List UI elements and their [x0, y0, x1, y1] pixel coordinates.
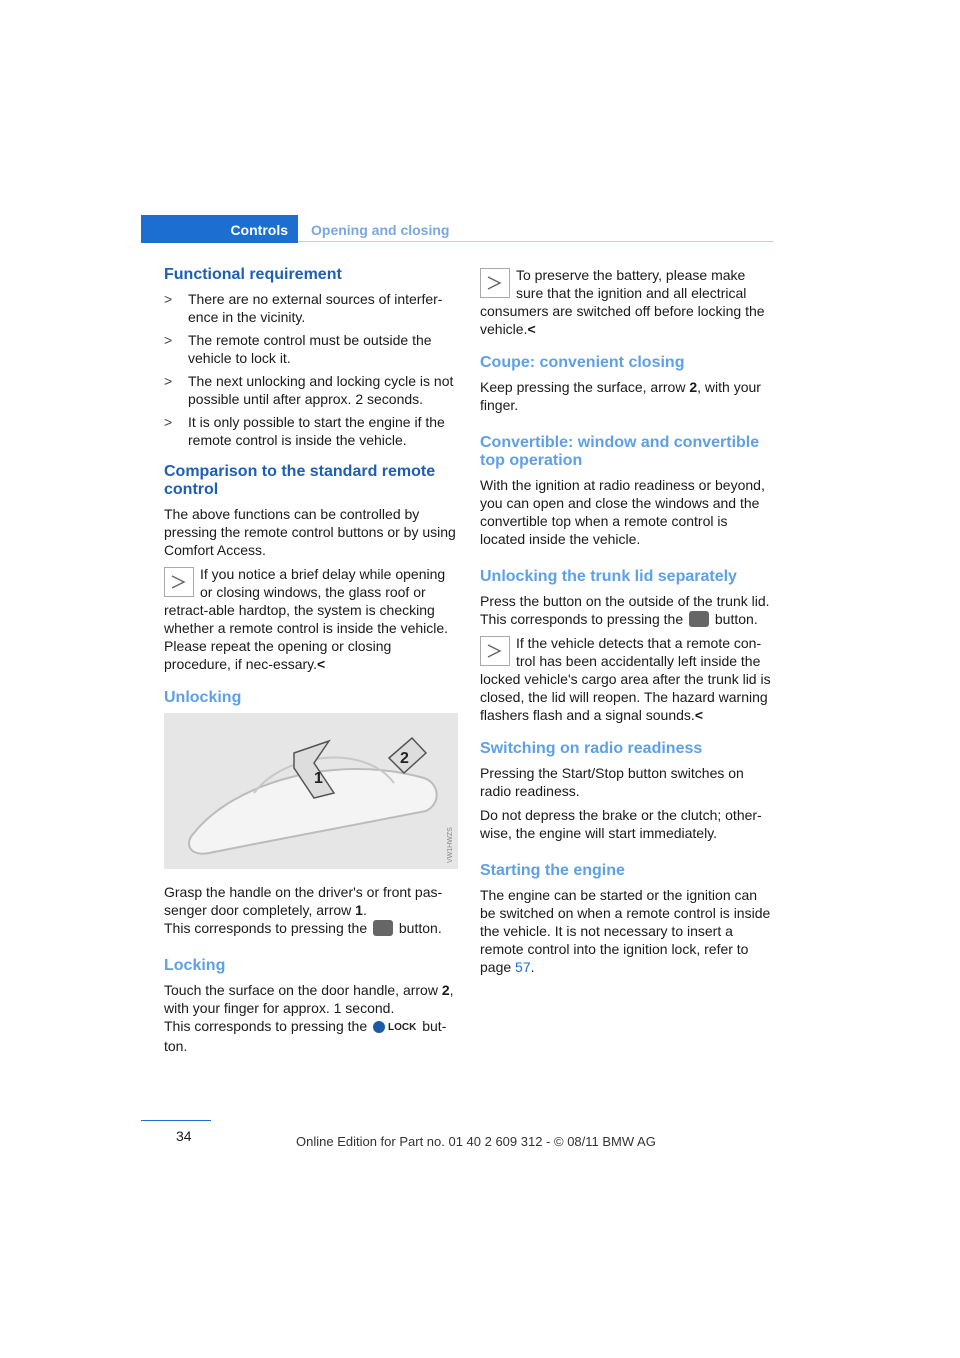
unlocking-text — [164, 883, 459, 937]
list-item — [164, 331, 459, 367]
engine-text — [480, 886, 775, 976]
comparison-text: The above functions can be controlled by pressing the remote control buttons or by using Comfort Access. — [164, 506, 456, 558]
note-text: To preserve the battery, please make sure that the ignition and all electrical consumers are switched off before locking the vehicle. — [480, 267, 765, 337]
note-text: If the vehicle detects that a remote con-trol has been accidentally left inside the locked vehicle's cargo area after the trunk lid is closed, the lid will reopen. The hazard warning flashers flash and a signal sounds. — [480, 635, 771, 724]
arrow-ref: 1 — [355, 902, 363, 918]
footer-text: Online Edition for Part no. 01 40 2 609 312 - © 08/11 BMW AG — [296, 1134, 656, 1149]
note-icon — [164, 567, 194, 597]
engine-heading: Starting the engine — [480, 862, 625, 880]
end-mark: < — [694, 707, 703, 724]
lock-label: LOCK — [388, 1021, 417, 1033]
bullet-mark: > — [164, 414, 173, 430]
figure-code: VW1HWZS — [447, 827, 454, 863]
list-item-text: The remote control must be outside the vehicle to lock it. — [188, 332, 432, 366]
page-header — [141, 215, 773, 243]
header-rule — [298, 241, 773, 242]
coupe-text — [480, 378, 775, 414]
note-icon — [480, 268, 510, 298]
engine-text-end: . — [530, 959, 535, 976]
trunk-button-icon — [689, 611, 709, 627]
list-item — [164, 413, 459, 449]
note-block — [480, 634, 775, 724]
radio-text-1: Pressing the Start/Stop button switches on radio readiness. — [480, 765, 744, 800]
comparison-heading: Comparison to the standard remote control — [164, 463, 436, 498]
convertible-text: With the ignition at radio readiness or beyond, you can open and close the windows and the convertible top when a remote control is located inside the vehicle. — [480, 477, 765, 547]
section-tab — [141, 215, 298, 243]
list-item — [164, 372, 459, 408]
trunk-text-a: Press the button on the outside of the trunk lid. This corresponds to pressing the — [480, 593, 770, 627]
unlocking-text-c: button. — [395, 920, 442, 936]
coupe-text-a: Keep pressing the surface, arrow — [480, 379, 690, 395]
arrow-ref: 2 — [441, 982, 450, 999]
door-handle-figure — [164, 713, 458, 869]
list-item — [164, 290, 459, 326]
end-mark: < — [527, 321, 536, 337]
unlocking-text-a: Grasp the handle on the driver's or front pas-senger door completely, arrow — [164, 884, 443, 918]
end-mark: < — [317, 656, 326, 672]
bullet-mark: > — [164, 373, 173, 389]
coupe-heading: Coupe: convenient closing — [480, 354, 685, 371]
list-item-text: There are no external sources of interfer-ence in the vicinity. — [188, 291, 443, 325]
right-column — [480, 266, 775, 982]
radio-text-2: Do not depress the brake or the clutch; other-wise, the engine will start immediately. — [480, 807, 762, 842]
unlock-button-icon — [373, 920, 393, 936]
locking-heading: Locking — [164, 957, 226, 975]
door-handle-illustration — [164, 713, 458, 869]
note-block — [164, 565, 459, 673]
note-icon — [480, 636, 510, 666]
radio-heading: Switching on radio readiness — [480, 740, 703, 758]
trunk-text — [480, 592, 775, 628]
left-column — [164, 266, 459, 1061]
lock-button-icon — [373, 1019, 416, 1037]
locking-text-b: , with your finger for approx. 1 second. — [164, 982, 454, 1017]
locking-text-a: Touch the surface on the door handle, arrow — [164, 982, 442, 999]
list-item-text: The next unlocking and locking cycle is not possible until after approx. 2 seconds. — [188, 373, 454, 407]
subsection-label: Opening and closing — [311, 222, 450, 238]
locking-text-d: but-ton. — [164, 1018, 447, 1054]
list-item-text: It is only possible to start the engine if the remote control is inside the vehicle. — [188, 414, 445, 448]
trunk-heading: Unlocking the trunk lid separately — [480, 568, 737, 585]
note-text: If you notice a brief delay while opening or closing windows, the glass roof or retract-able hardtop, the system is checking whether a remote control is inside the vehicle. Please repeat the opening or closing procedure, if nec-essary. — [164, 566, 449, 672]
locking-text-c: This corresponds to pressing the — [164, 1018, 371, 1035]
page-reference-link[interactable]: 57 — [515, 959, 531, 976]
coupe-text-b: , with your finger. — [480, 379, 761, 413]
unlocking-text-end: . — [362, 902, 367, 918]
functional-requirement-heading: Functional requirement — [164, 266, 342, 283]
bmw-logo-icon — [373, 1021, 385, 1033]
requirement-list — [164, 290, 459, 449]
convertible-heading: Convertible: window and convertible top operation — [480, 434, 760, 469]
locking-text — [164, 981, 459, 1054]
unlocking-heading: Unlocking — [164, 689, 242, 706]
figure-arrow-1: 1 — [314, 770, 323, 787]
engine-text-a: The engine can be started or the ignition can be switched on when a remote control is inside the vehicle. It is not necessary to insert a remote control into the ignition lock, refer to page — [480, 887, 771, 976]
bullet-mark: > — [164, 332, 173, 348]
arrow-ref: 2 — [689, 379, 698, 395]
page-number: 34 — [176, 1128, 192, 1144]
figure-arrow-2: 2 — [400, 750, 409, 767]
footer-rule — [141, 1120, 211, 1121]
bullet-mark: > — [164, 291, 173, 307]
section-label: Controls — [230, 222, 288, 238]
unlocking-text-b: This corresponds to pressing the — [164, 920, 371, 936]
note-block — [480, 266, 775, 338]
trunk-text-b: button. — [711, 611, 758, 627]
